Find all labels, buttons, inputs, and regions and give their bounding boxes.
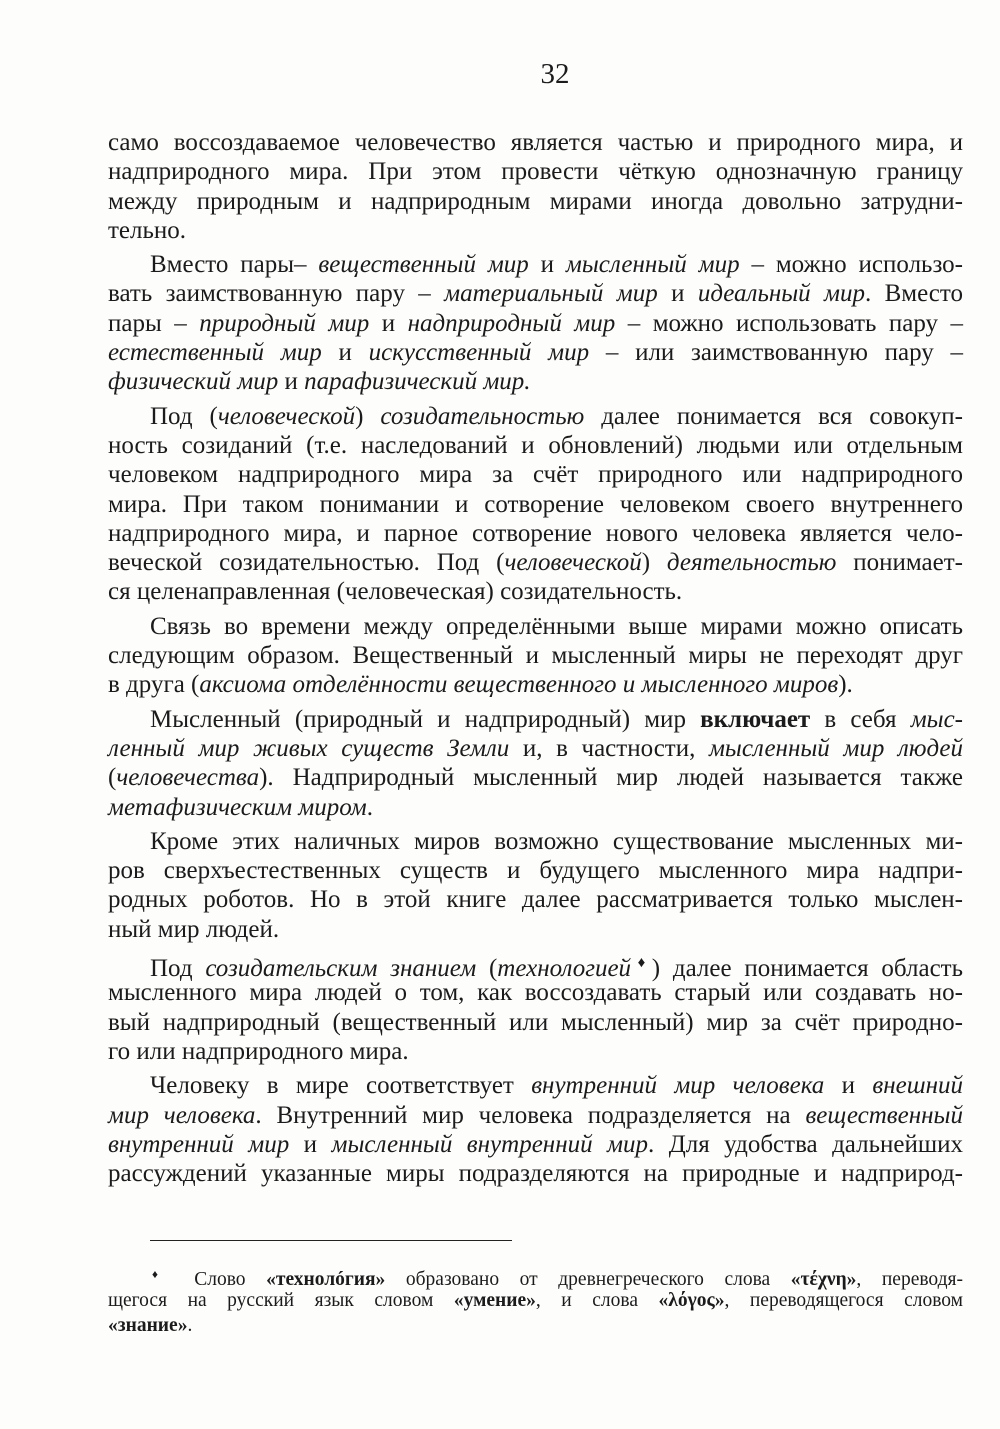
text-run: далее понимается вся совокуп- <box>584 402 963 430</box>
text-run: ). Надприродный мысленный мир людей называется также <box>259 764 963 792</box>
text-line <box>108 1159 963 1188</box>
italic-term: вещественный мир <box>318 251 529 279</box>
text-run: следующим образом. Вещественный и мысленный миры не переходят друг <box>108 642 963 670</box>
text-run: ). <box>838 671 853 699</box>
italic-term: мысленный мир <box>565 251 740 279</box>
text-run: родных роботов. Но в этой книге далее рассматривается только мыслен- <box>108 886 963 914</box>
text-run: мысленного мира людей о том, как воссоздавать старый или создавать но- <box>108 979 963 1007</box>
italic-term: внутренний мир человека <box>531 1072 825 1100</box>
text-run: ров сверхъестественных существ и будущего мысленного мира надпри- <box>108 857 963 885</box>
text-line <box>108 128 963 157</box>
text-line <box>108 431 963 460</box>
paragraph <box>108 612 963 700</box>
italic-term: мысленный мир людей <box>708 734 964 762</box>
italic-term: мысленный внутренний мир <box>331 1130 648 1158</box>
footnote-marker: ♦ <box>631 955 652 972</box>
italic-term: материальный мир <box>444 280 658 308</box>
italic-term: вещественный <box>805 1101 963 1129</box>
text-run: образовано от древнегреческого слова <box>385 1269 791 1291</box>
text-line <box>108 705 963 734</box>
text-line <box>108 548 963 577</box>
text-run: , и слова <box>535 1289 659 1311</box>
paragraph <box>108 949 963 1066</box>
text-line <box>108 856 963 885</box>
text-line <box>108 187 963 216</box>
page-number: 32 <box>540 58 570 90</box>
italic-term: естественный мир <box>108 339 322 367</box>
text-line <box>108 250 963 279</box>
italic-term: ленный мир живых существ Земли <box>108 734 510 762</box>
text-run: и <box>321 339 369 367</box>
text-run: веческой созидательностью. Под ( <box>108 549 505 577</box>
text-run: . Внутренний мир человека подразделяется на <box>255 1101 806 1129</box>
text-line <box>108 1101 963 1130</box>
text-line <box>108 1037 963 1066</box>
text-line <box>108 577 963 606</box>
text-run: ( <box>108 764 117 792</box>
bold-term: «λόγος» <box>658 1289 725 1311</box>
text-run: пары – <box>108 309 200 337</box>
text-run: надприродного мира, и парное сотворение нового человека является чело- <box>108 519 963 547</box>
italic-term: искусственный мир <box>368 339 590 367</box>
text-run: и <box>657 280 698 308</box>
italic-term: идеальный мир <box>697 280 865 308</box>
text-line <box>108 309 963 338</box>
text-line <box>108 763 963 792</box>
text-run: – или заимствованную пару – <box>589 339 963 367</box>
text-run: . <box>366 793 373 821</box>
italic-term: человеческой <box>217 402 356 430</box>
italic-term: созидательским знанием <box>205 955 477 983</box>
text-line <box>108 490 963 519</box>
text-run: Слово <box>173 1269 267 1291</box>
text-run: вый надприродный (вещественный или мысленный) мир за счёт природно- <box>108 1008 963 1036</box>
text-run: человеком надприродного мира за счёт природного или надприродного <box>108 461 963 489</box>
text-run: . <box>187 1315 193 1336</box>
paragraph <box>108 402 963 607</box>
text-line <box>108 641 963 670</box>
text-run: само воссоздаваемое человечество является частью и природного мира, и <box>108 129 963 156</box>
bold-term: «умение» <box>453 1289 536 1311</box>
text-run: – можно использовать пару – <box>615 309 963 337</box>
text-line <box>108 1008 963 1037</box>
text-line <box>108 1288 963 1314</box>
footnote-marker: ♦ <box>152 1268 174 1281</box>
text-run: и <box>278 368 305 396</box>
text-run: в друга ( <box>108 671 200 699</box>
italic-term: человеческой <box>504 549 642 577</box>
text-run: понимает- <box>836 549 963 577</box>
text-run: го или надприродного мира. <box>108 1037 409 1065</box>
text-run: надприродного мира. При этом провести чёткую однозначную границу <box>108 158 963 186</box>
text-line <box>108 1071 963 1100</box>
text-line <box>108 734 963 763</box>
text-line <box>108 519 963 548</box>
bold-term: «знание» <box>108 1315 188 1336</box>
italic-term: внутренний мир <box>108 1130 290 1158</box>
text-run: ) <box>641 549 667 577</box>
text-run: и <box>289 1130 332 1158</box>
text-line <box>108 670 963 699</box>
text-run: Кроме этих наличных миров возможно существование мысленных ми- <box>150 827 963 855</box>
text-run: и <box>528 251 566 279</box>
text-line <box>108 1262 963 1291</box>
italic-term: природный мир <box>199 309 370 337</box>
body-text <box>108 128 963 1188</box>
text-run: и, в частности, <box>509 734 709 762</box>
paragraph <box>108 705 963 822</box>
text-line <box>108 460 963 489</box>
text-run: и <box>824 1072 873 1100</box>
text-line <box>108 978 963 1007</box>
text-run: , переводящегося словом <box>724 1289 963 1311</box>
text-line <box>108 338 963 367</box>
text-run: Под ( <box>150 402 218 430</box>
text-run: . Для удобства дальнейших <box>648 1130 963 1158</box>
text-run: ся целенаправленная (человеческая) созидательность. <box>108 578 683 606</box>
paragraph <box>108 128 963 245</box>
text-run: . Вместо <box>864 280 964 308</box>
italic-term: метафизическим миром <box>108 793 367 821</box>
text-line <box>108 827 963 856</box>
text-run: ный мир людей. <box>108 915 280 943</box>
text-run: Связь во времени между определёнными выше мирами можно описать <box>150 612 963 640</box>
text-run: ) далее понимается область <box>651 955 963 983</box>
text-line <box>108 367 963 396</box>
text-line <box>108 1313 963 1339</box>
text-line <box>108 612 963 641</box>
text-run: вать заимствованную пару – <box>108 280 445 308</box>
italic-term: мир человека <box>108 1101 256 1129</box>
text-line <box>108 949 963 983</box>
italic-term: мыс- <box>910 705 963 733</box>
text-line <box>108 915 963 944</box>
text-run: ) <box>355 402 381 430</box>
text-run: тельно. <box>108 216 187 244</box>
italic-term: человечества <box>116 764 260 792</box>
text-run: и <box>369 309 408 337</box>
italic-term: надприродный мир <box>407 309 616 337</box>
footnote-divider <box>150 1240 512 1241</box>
text-run: щегося на русский язык словом <box>108 1289 454 1311</box>
italic-term: внешний <box>872 1072 963 1100</box>
text-run: Человеку в мире соответствует <box>150 1072 532 1100</box>
paragraph <box>108 1071 963 1188</box>
italic-term: парафизический мир. <box>304 368 531 396</box>
paragraph <box>108 827 963 944</box>
text-run: рассуждений указанные миры подразделяются на природные и надприрод- <box>108 1160 963 1188</box>
text-run: мира. При таком понимании и сотворение человеком своего внутреннего <box>108 490 963 518</box>
text-run: ность созиданий (т.е. наследований и обновлений) людьми или отдельным <box>108 431 963 459</box>
text-run: между природным и надприродным мирами иногда довольно затрудни- <box>108 187 963 215</box>
text-line <box>108 279 963 308</box>
bold-term: включает <box>700 705 811 733</box>
italic-term: деятельностью <box>666 549 837 577</box>
text-run: – можно использо- <box>739 251 964 279</box>
text-run: Под <box>150 955 206 983</box>
text-line <box>108 402 963 431</box>
text-run: Вместо пары– <box>150 251 319 279</box>
text-line <box>108 216 963 245</box>
italic-term: созидательностью <box>380 402 585 430</box>
text-run: , переводя- <box>856 1269 963 1291</box>
italic-term: аксиома отделённости вещественного и мысленного миров <box>199 671 839 699</box>
bold-term: «технолóгия» <box>266 1269 386 1291</box>
text-line <box>108 793 963 822</box>
text-run: Мысленный (природный и надприродный) мир <box>150 705 701 733</box>
italic-term: технологией <box>497 955 632 983</box>
italic-term: физический мир <box>108 368 279 396</box>
text-line <box>108 157 963 186</box>
text-run: ( <box>476 955 498 983</box>
text-line <box>108 885 963 914</box>
text-line <box>108 1130 963 1159</box>
paragraph <box>108 250 963 396</box>
bold-term: «τέχνη» <box>790 1269 857 1291</box>
text-run: в себя <box>810 705 911 733</box>
footnote <box>108 1262 963 1339</box>
